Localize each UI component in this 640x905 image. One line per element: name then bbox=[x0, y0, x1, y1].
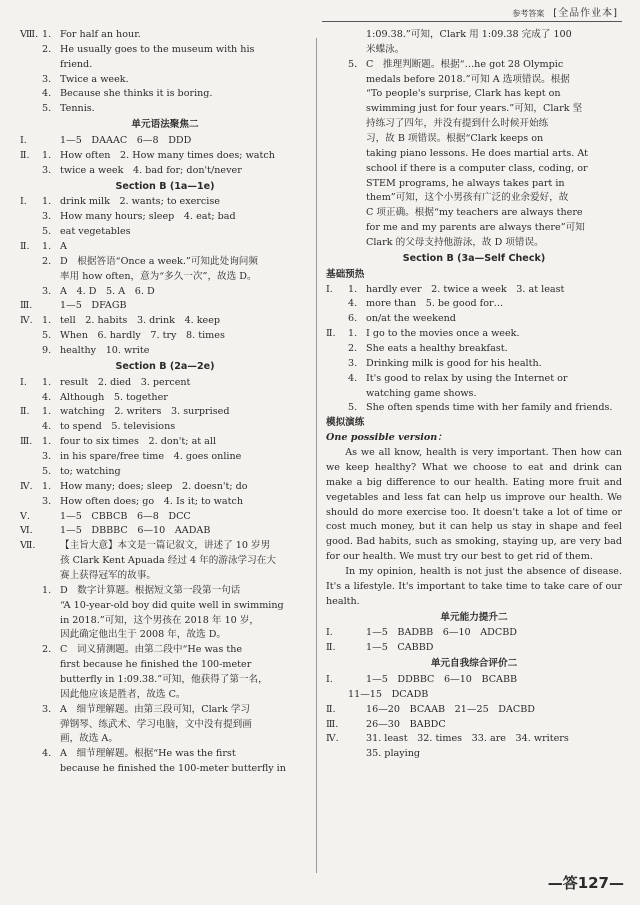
answer-continuation: 持练习了四年，并没有提到什么时候开始练 bbox=[366, 118, 549, 130]
answer-continuation: 1:09.38.”可知，Clark 用 1:09.38 完成了 100 bbox=[366, 29, 572, 40]
item-number: 1. bbox=[42, 584, 52, 596]
answer-line bbox=[326, 718, 622, 733]
answer-text: hardly ever 2. twice a week 3. at least bbox=[366, 283, 565, 295]
answer-text: For half an hour. bbox=[60, 29, 141, 40]
answer-text: 1—5 DAAAC 6—8 DDD bbox=[60, 135, 192, 147]
answer-line bbox=[20, 376, 310, 391]
answer-text: four to six times 2. don't; at all bbox=[60, 436, 217, 448]
section-label: Ⅰ. bbox=[20, 376, 27, 388]
answer-line bbox=[326, 641, 622, 656]
answer-line bbox=[20, 195, 310, 210]
answer-text: to; watching bbox=[60, 465, 121, 477]
answer-line bbox=[20, 210, 310, 225]
column-divider bbox=[316, 38, 317, 873]
subsection-heading: 模拟演练 bbox=[326, 417, 365, 429]
answer-continuation: in 2018.”可知，这个男孩在 2018 年 10 岁， bbox=[60, 614, 260, 626]
answer-line bbox=[20, 584, 310, 599]
answer-continuation: 因此他应该是胜者，故选 C。 bbox=[60, 688, 186, 700]
answer-line bbox=[326, 327, 622, 342]
answer-text: in his spare/free time 4. goes online bbox=[60, 451, 242, 463]
item-number: 3. bbox=[42, 211, 52, 223]
answer-text: A 细节理解题。由第三段可知，Clark 学习 bbox=[60, 703, 251, 715]
answer-line bbox=[20, 405, 310, 420]
section-label bbox=[20, 703, 42, 718]
left-column bbox=[20, 28, 310, 777]
answer-line bbox=[326, 372, 622, 387]
answer-text: 26—30 BABDC bbox=[366, 718, 446, 730]
section-label: Ⅱ. bbox=[326, 703, 336, 715]
answer-text: Although 5. together bbox=[60, 391, 168, 403]
page-header bbox=[512, 6, 618, 22]
section-heading: 单元语法聚焦二 bbox=[131, 119, 199, 131]
answer-continuation: 赛上获得冠军的故事。 bbox=[60, 569, 156, 581]
answer-line bbox=[20, 524, 310, 539]
answer-text: 1—5 CABBD bbox=[366, 642, 434, 654]
item-number: 5. bbox=[42, 226, 52, 238]
item-number: 2. bbox=[42, 43, 52, 55]
section-label bbox=[20, 495, 42, 510]
answer-line bbox=[20, 149, 310, 164]
item-number: 1. bbox=[42, 406, 52, 418]
answer-continuation: for me and my parents are always there”可知 bbox=[366, 222, 585, 234]
section-label: Ⅱ. bbox=[20, 149, 30, 161]
answer-text: 【主旨大意】本文是一篇记叙文，讲述了 10 岁男 bbox=[60, 540, 271, 552]
item-number bbox=[42, 299, 60, 314]
page-number: —答127— bbox=[547, 873, 624, 892]
section-label: Ⅳ. bbox=[20, 480, 33, 492]
item-number: 4. bbox=[348, 298, 358, 310]
answer-line bbox=[20, 391, 310, 406]
answer-line bbox=[20, 240, 310, 255]
item-number: 3. bbox=[42, 495, 52, 507]
answer-text: How often 2. How many times does; watch bbox=[60, 149, 275, 161]
section-label bbox=[20, 225, 42, 240]
item-number: 3. bbox=[42, 451, 52, 463]
answer-text: Because she thinks it is boring. bbox=[60, 88, 213, 100]
section-label bbox=[20, 584, 42, 599]
section-label bbox=[326, 342, 348, 357]
answer-text: How often does; go 4. Is it; to watch bbox=[60, 495, 243, 507]
answer-line bbox=[20, 299, 310, 314]
answer-text: 16—20 BCAAB 21—25 DACBD bbox=[366, 703, 535, 715]
section-label bbox=[326, 297, 348, 312]
item-number: 2. bbox=[42, 255, 52, 267]
item-number bbox=[348, 703, 366, 718]
right-column bbox=[326, 28, 622, 762]
answer-line bbox=[20, 435, 310, 450]
section-label: Ⅷ. bbox=[20, 29, 39, 40]
section-label bbox=[326, 312, 348, 327]
section-label: Ⅲ. bbox=[20, 436, 33, 448]
answer-continuation: 11—15 DCADB bbox=[348, 688, 429, 700]
item-number: 1. bbox=[42, 196, 52, 208]
item-number bbox=[348, 641, 366, 656]
header-rule bbox=[322, 21, 622, 22]
answer-continuation: 35. playing bbox=[366, 748, 421, 760]
answer-text: She often spends time with her family and friends. bbox=[366, 402, 613, 414]
item-number: 5. bbox=[348, 58, 358, 70]
item-number: 2. bbox=[348, 343, 358, 355]
item-number bbox=[42, 134, 60, 149]
section-label: Ⅱ. bbox=[326, 642, 336, 654]
answer-line bbox=[20, 329, 310, 344]
answer-continuation: watching game shows. bbox=[366, 387, 477, 399]
answer-line bbox=[326, 297, 622, 312]
section-label bbox=[20, 255, 42, 270]
section-label bbox=[20, 329, 42, 344]
answer-line bbox=[20, 510, 310, 525]
section-label bbox=[20, 210, 42, 225]
answer-text: He usually goes to the museum with his bbox=[60, 43, 255, 55]
item-number bbox=[348, 673, 366, 688]
answer-continuation: school if there is a computer class, coding, or bbox=[366, 162, 588, 174]
section-label bbox=[20, 643, 42, 658]
answer-continuation: 画，故选 A。 bbox=[60, 733, 118, 745]
answer-continuation: 习，故 B 项错误。根据“Clark keeps on bbox=[366, 133, 544, 145]
answer-continuation: 因此确定他出生于 2008 年，故选 D。 bbox=[60, 629, 226, 641]
section-label bbox=[20, 465, 42, 480]
section-heading: 单元能力提升二 bbox=[440, 611, 508, 623]
section-label: Ⅳ. bbox=[20, 315, 33, 327]
answer-line bbox=[326, 283, 622, 298]
answer-text: Twice a week. bbox=[60, 73, 129, 85]
answer-text: D 数字计算题。根据短文第一段第一句话 bbox=[60, 584, 241, 596]
answer-text: Tennis. bbox=[60, 103, 95, 115]
answer-text: eat vegetables bbox=[60, 226, 131, 238]
answer-text: C 词义猜测题。由第二段中“He was the bbox=[60, 644, 243, 656]
answer-continuation: 率用 how often，意为“多久一次”，故选 D。 bbox=[60, 270, 257, 282]
item-number: 4. bbox=[348, 372, 358, 384]
answer-line bbox=[326, 58, 622, 73]
answer-line bbox=[20, 87, 310, 102]
answer-continuation: taking piano lessons. He does martial arts. At bbox=[366, 147, 588, 159]
section-label: Ⅰ. bbox=[326, 627, 333, 639]
answer-text: D 根据答语“Once a week.”可知此处询问频 bbox=[60, 255, 258, 267]
section-label: Ⅰ. bbox=[20, 135, 27, 147]
answer-page bbox=[0, 28, 640, 898]
answer-continuation: “A 10-year-old boy did quite well in swimming bbox=[60, 599, 284, 611]
header-label: 参考答案 bbox=[512, 9, 545, 18]
item-number: 3. bbox=[42, 285, 52, 297]
answer-continuation: friend. bbox=[60, 58, 93, 70]
answer-text: When 6. hardly 7. try 8. times bbox=[60, 330, 225, 342]
section-label bbox=[20, 285, 42, 300]
item-number: 3. bbox=[42, 164, 52, 176]
section-label bbox=[20, 344, 42, 359]
answer-line bbox=[20, 314, 310, 329]
essay-paragraph: In my opinion, health is not just the absence of disease. It's a lifestyle. It's important to take time to take care of our health. bbox=[326, 565, 622, 607]
answer-line bbox=[20, 73, 310, 88]
answer-continuation: Clark 的父母支持他游泳，故 D 项错误。 bbox=[366, 237, 544, 249]
answer-text: A 4. D 5. A 6. D bbox=[60, 285, 155, 297]
answer-line bbox=[20, 225, 310, 240]
item-number: 1. bbox=[42, 436, 52, 448]
item-number: 1. bbox=[42, 241, 52, 253]
answer-line bbox=[20, 344, 310, 359]
answer-continuation: “To people's surprise, Clark has kept on bbox=[366, 88, 561, 100]
item-number: 1. bbox=[348, 283, 358, 295]
answer-text: more than 5. be good for… bbox=[366, 298, 504, 310]
answer-continuation: them”可知，这个小男孩有广泛的业余爱好，故 bbox=[366, 192, 569, 204]
item-number: 4. bbox=[42, 391, 52, 403]
section-label: Ⅱ. bbox=[20, 241, 30, 253]
section-label bbox=[20, 73, 42, 88]
item-number: 1. bbox=[348, 328, 358, 340]
section-label: Ⅱ. bbox=[20, 406, 30, 418]
item-number: 2. bbox=[42, 644, 52, 656]
answer-continuation: 弹钢琴、练武术、学习电脑，文中没有提到画 bbox=[60, 718, 252, 730]
answer-line bbox=[20, 43, 310, 58]
item-number: 1. bbox=[42, 149, 52, 161]
item-number: 5. bbox=[42, 330, 52, 342]
answer-line bbox=[326, 342, 622, 357]
answer-text: to spend 5. televisions bbox=[60, 421, 176, 433]
answer-line bbox=[20, 539, 310, 554]
answer-text: How many hours; sleep 4. eat; bad bbox=[60, 211, 236, 223]
section-label: Ⅲ. bbox=[20, 300, 33, 312]
item-number: 5. bbox=[42, 103, 52, 115]
item-number bbox=[348, 732, 366, 747]
answer-text: A 细节理解题。根据“He was the first bbox=[60, 748, 236, 760]
item-number: 3. bbox=[348, 357, 358, 369]
answer-line bbox=[326, 626, 622, 641]
answer-line bbox=[20, 102, 310, 117]
section-label bbox=[20, 43, 42, 58]
item-number: 6. bbox=[348, 313, 358, 325]
answer-text: on/at the weekend bbox=[366, 313, 456, 325]
item-number: 5. bbox=[348, 402, 358, 414]
answer-continuation: 孩 Clark Kent Apuada 经过 4 年的游泳学习在大 bbox=[60, 555, 276, 567]
answer-continuation: C 项正确。根据“my teachers are always there bbox=[366, 207, 583, 219]
answer-line bbox=[326, 312, 622, 327]
answer-text: Drinking milk is good for his health. bbox=[366, 357, 542, 369]
item-number bbox=[42, 510, 60, 525]
answer-line bbox=[20, 450, 310, 465]
answer-text: watching 2. writers 3. surprised bbox=[60, 406, 230, 418]
answer-continuation: first because he finished the 100-meter bbox=[60, 659, 252, 671]
item-number: 1. bbox=[42, 480, 52, 492]
answer-line bbox=[20, 747, 310, 762]
answer-line bbox=[20, 164, 310, 179]
answer-line bbox=[20, 480, 310, 495]
item-number: 4. bbox=[42, 421, 52, 433]
item-number: 1. bbox=[42, 29, 52, 40]
section-label: Ⅳ. bbox=[326, 733, 339, 745]
section-label bbox=[326, 58, 348, 73]
section-label: Ⅲ. bbox=[326, 718, 339, 730]
answer-text: I go to the movies once a week. bbox=[366, 328, 520, 340]
essay-label: One possible version： bbox=[326, 432, 447, 444]
answer-line bbox=[326, 357, 622, 372]
answer-continuation: butterfly in 1:09.38.”可知，他获得了第一名， bbox=[60, 673, 268, 685]
answer-line bbox=[20, 134, 310, 149]
answer-text: 1—5 DFAGB bbox=[60, 300, 127, 312]
answer-text: 1—5 DBBBC 6—10 AADAB bbox=[60, 525, 211, 537]
answer-line bbox=[326, 703, 622, 718]
item-number: 4. bbox=[42, 748, 52, 760]
answer-line bbox=[20, 703, 310, 718]
section-label: Ⅶ. bbox=[20, 540, 36, 552]
section-label bbox=[326, 401, 348, 416]
item-number: 9. bbox=[42, 345, 52, 357]
section-label bbox=[20, 87, 42, 102]
item-number bbox=[42, 539, 60, 554]
answer-text: 1—5 BADBB 6—10 ADCBD bbox=[366, 627, 517, 639]
answer-continuation: STEM programs, he always takes part in bbox=[366, 177, 565, 189]
answer-continuation: 米蝶泳。 bbox=[366, 43, 405, 55]
section-label: Ⅴ. bbox=[20, 510, 30, 522]
answer-continuation: medals before 2018.”可知 A 选项错误。根据 bbox=[366, 73, 570, 85]
answer-line bbox=[20, 255, 310, 270]
answer-text: It's good to relax by using the Internet or bbox=[366, 372, 568, 384]
answer-text: result 2. died 3. percent bbox=[60, 376, 191, 388]
section-heading: Section B (1a—1e) bbox=[115, 180, 215, 192]
item-number: 3. bbox=[42, 73, 52, 85]
section-heading: Section B (2a—2e) bbox=[115, 360, 215, 372]
item-number bbox=[42, 524, 60, 539]
answer-line bbox=[20, 465, 310, 480]
answer-line bbox=[20, 495, 310, 510]
answer-text: How many; does; sleep 2. doesn't; do bbox=[60, 480, 248, 492]
answer-text: healthy 10. write bbox=[60, 345, 150, 357]
section-label bbox=[20, 747, 42, 762]
item-number: 4. bbox=[42, 88, 52, 100]
answer-text: 1—5 CBBCB 6—8 DCC bbox=[60, 510, 191, 522]
item-number: 5. bbox=[42, 465, 52, 477]
item-number: 1. bbox=[42, 315, 52, 327]
item-number: 3. bbox=[42, 703, 52, 715]
section-label bbox=[20, 450, 42, 465]
section-label: Ⅰ. bbox=[20, 196, 27, 208]
answer-line bbox=[20, 285, 310, 300]
section-label: Ⅵ. bbox=[20, 525, 33, 537]
section-heading: Section B (3a—Self Check) bbox=[402, 252, 546, 264]
answer-line bbox=[20, 643, 310, 658]
answer-line bbox=[20, 28, 310, 43]
section-label: Ⅰ. bbox=[326, 673, 333, 685]
answer-text: C 推理判断题。根据“…he got 28 Olympic bbox=[366, 58, 564, 70]
answer-line bbox=[20, 420, 310, 435]
section-label: Ⅱ. bbox=[326, 328, 336, 340]
answer-text: She eats a healthy breakfast. bbox=[366, 343, 508, 355]
essay-paragraph: As we all know, health is very important. Then how can we keep healthy? What we choose to eat and drink can make a big difference to our health. Eating more fruit and vegetables and less fat can help us improve our health. We should do more exercise too. It doesn't take a lot of time or cost much money, but it can help us stay in shape and feel good. Bad habits, such as smoking, staying up, are very bad for our health. We must try our best to get rid of them. bbox=[326, 447, 622, 563]
answer-text: twice a week 4. bad for; don't/never bbox=[60, 164, 242, 176]
header-brand: [全品作业本] bbox=[553, 8, 618, 19]
answer-text: 1—5 DDBBC 6—10 BCABB bbox=[366, 673, 518, 685]
answer-text: drink milk 2. wants; to exercise bbox=[60, 196, 220, 208]
answer-line bbox=[326, 673, 622, 688]
section-label bbox=[326, 372, 348, 387]
answer-text: tell 2. habits 3. drink 4. keep bbox=[60, 315, 221, 327]
item-number: 1. bbox=[42, 376, 52, 388]
subsection-heading: 基础预热 bbox=[326, 268, 365, 280]
answer-continuation: swimming just for four years.”可知，Clark 坚 bbox=[366, 103, 583, 115]
item-number bbox=[348, 626, 366, 641]
answer-line bbox=[326, 732, 622, 747]
section-label bbox=[20, 420, 42, 435]
section-label bbox=[326, 357, 348, 372]
section-label bbox=[20, 391, 42, 406]
section-label bbox=[20, 164, 42, 179]
answer-line bbox=[326, 401, 622, 416]
section-heading: 单元自我综合评价二 bbox=[430, 658, 518, 670]
answer-text: A bbox=[60, 241, 67, 253]
item-number bbox=[348, 718, 366, 733]
section-label: Ⅰ. bbox=[326, 283, 333, 295]
answer-continuation: because he finished the 100-meter butterfly in bbox=[60, 763, 286, 775]
section-label bbox=[20, 102, 42, 117]
answer-text: 31. least 32. times 33. are 34. writers bbox=[366, 733, 569, 745]
